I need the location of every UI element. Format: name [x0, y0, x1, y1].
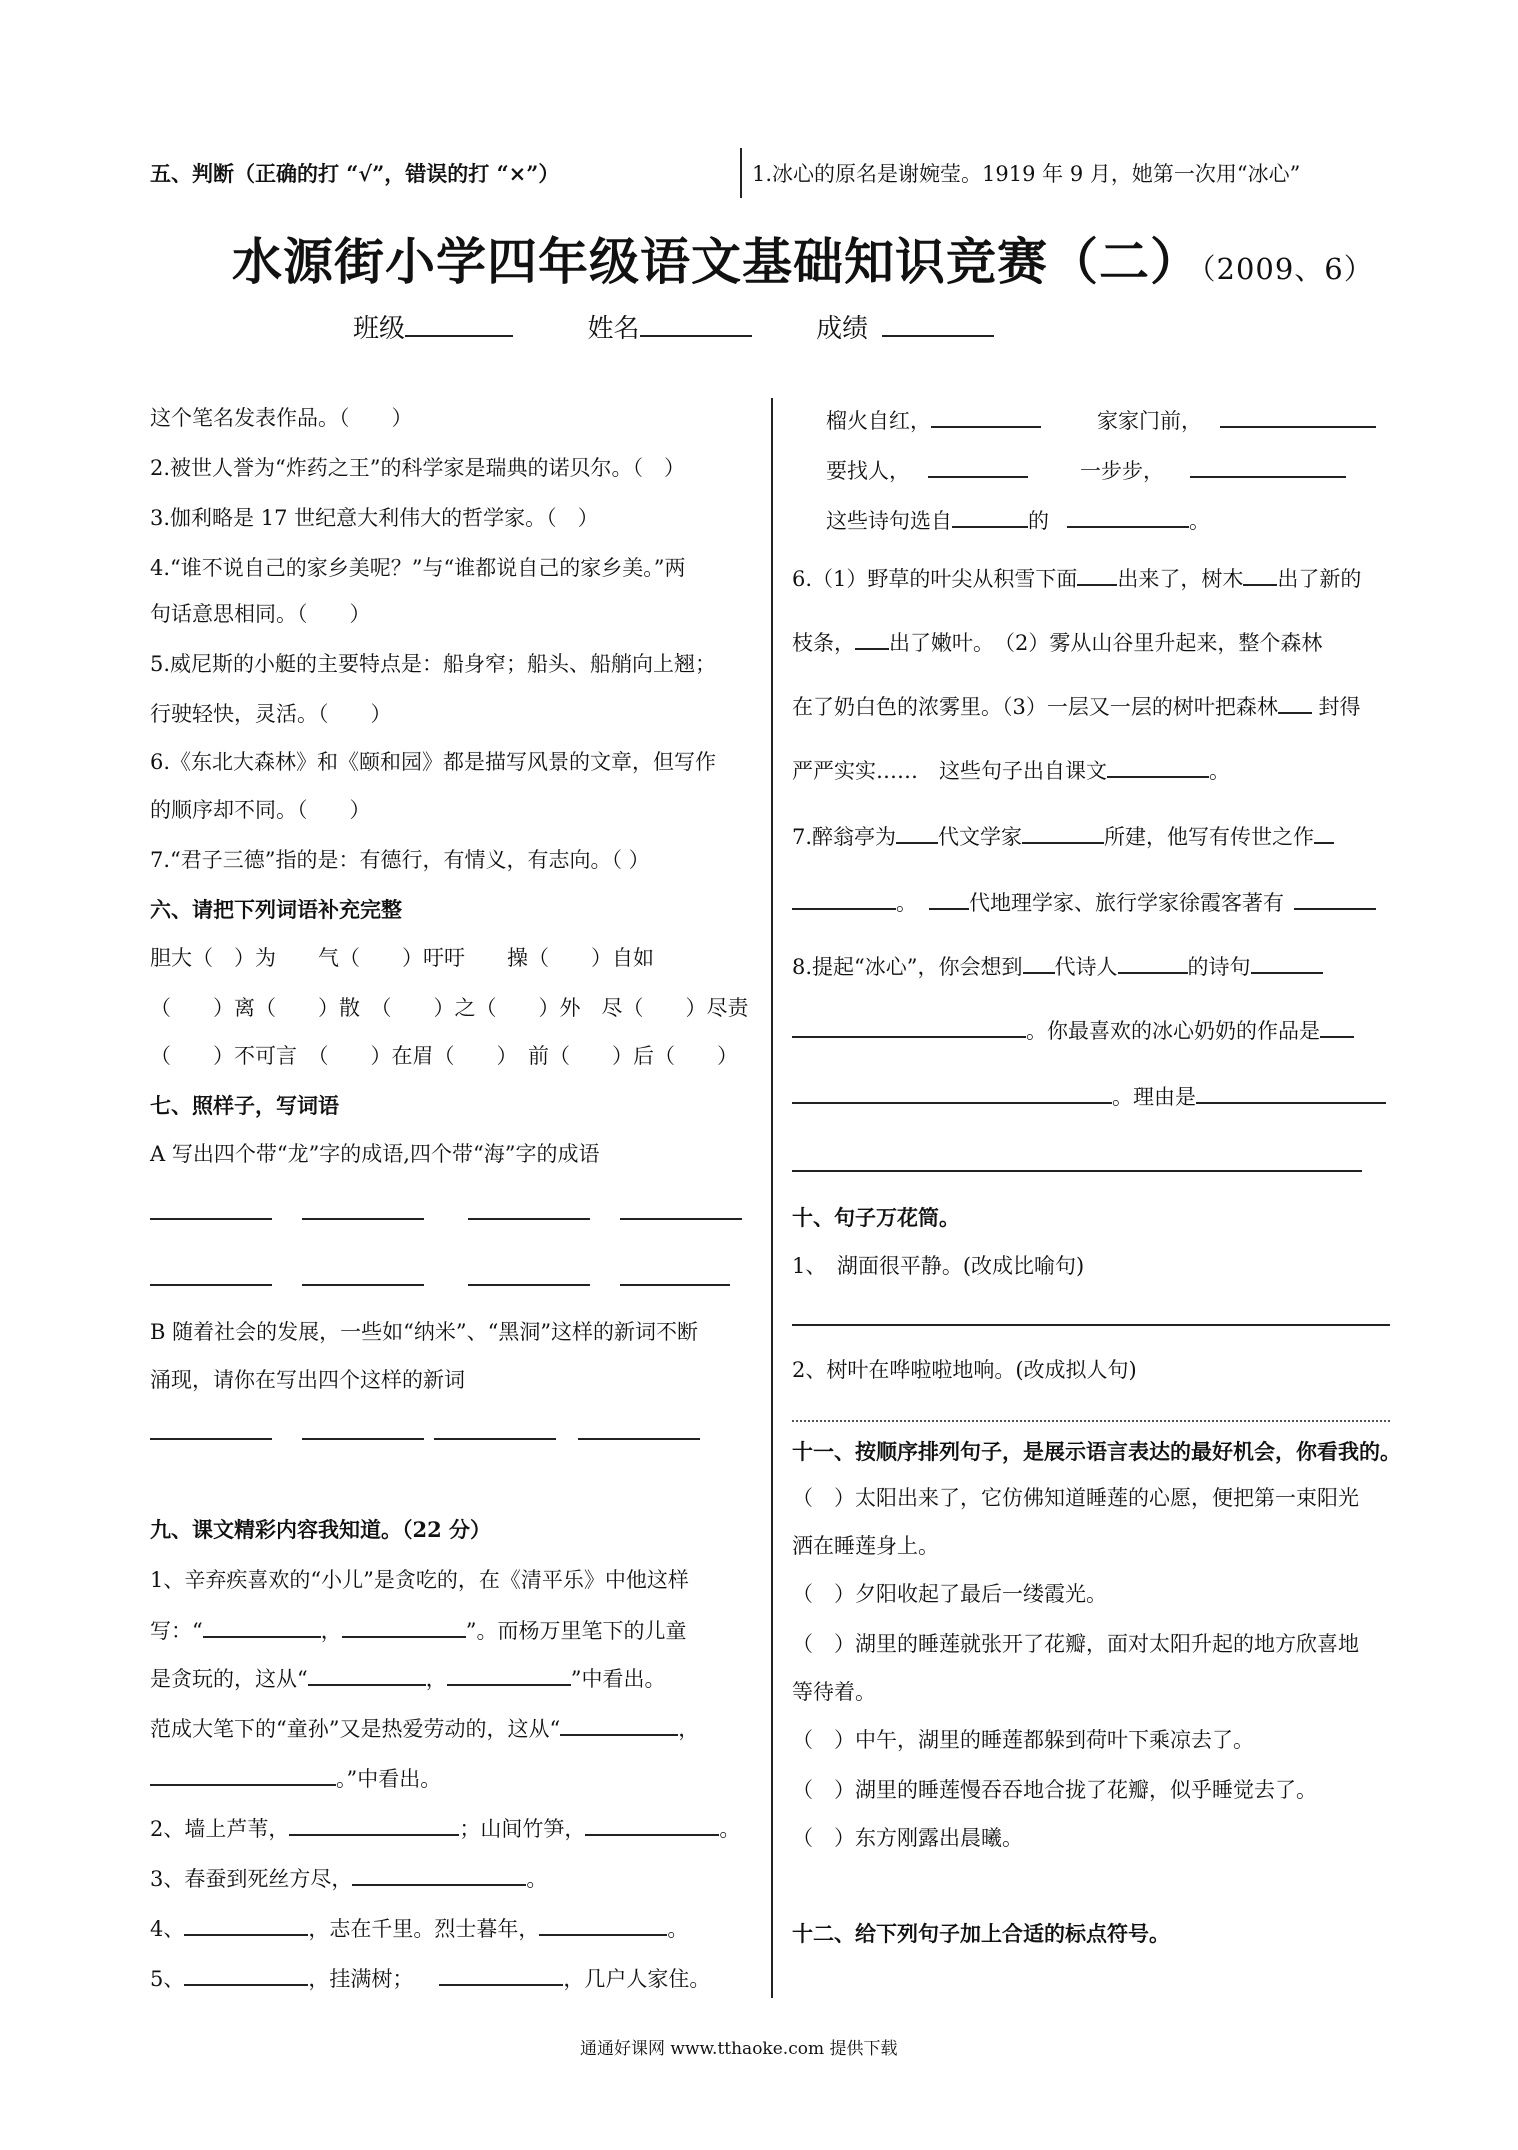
answer-blank[interactable]: [792, 1014, 1026, 1038]
answer-blank[interactable]: [1190, 454, 1346, 478]
answer-line[interactable]: [302, 1284, 424, 1286]
answer-blank[interactable]: [1077, 562, 1117, 586]
text: 出了新的: [1277, 567, 1362, 591]
answer-blank[interactable]: [184, 1912, 308, 1936]
text: 代文学家: [938, 825, 1023, 849]
section-seven-b-cont: 涌现，请你在写出四个这样的新词: [150, 1368, 465, 1392]
answer-line[interactable]: [302, 1218, 424, 1220]
answer-blank[interactable]: [1196, 1080, 1386, 1104]
answer-blank[interactable]: [585, 1812, 719, 1836]
order-item-c-cont: 等待着。: [792, 1680, 876, 1704]
judge-item-4-cont: 句话意思相同。（ ）: [150, 602, 371, 626]
text: ，: [678, 1717, 700, 1741]
nine-item-5: [150, 1962, 710, 1993]
name-label: 姓名: [587, 314, 640, 344]
class-blank[interactable]: [405, 313, 513, 337]
nine-item-4: [150, 1912, 688, 1943]
text: 8.提起“冰心”，你会想到: [792, 955, 1023, 979]
text: 这些诗句选自: [826, 509, 952, 533]
answer-line[interactable]: [302, 1438, 424, 1440]
text: 出来了，树木: [1117, 567, 1244, 591]
text: 出了嫩叶。 （2）雾从山谷里升起来，整个森林: [889, 631, 1323, 655]
title-text: 水源街小学四年级语文基础知识竞赛（二）: [232, 233, 1201, 291]
column-divider-top: [740, 148, 742, 198]
page-title: [232, 222, 1374, 294]
answer-blank[interactable]: [1022, 820, 1104, 844]
footer-credit: 通通好课网 www.tthaoke.com 提供下载: [580, 2039, 898, 2059]
answer-blank[interactable]: [352, 1862, 526, 1886]
ten-item-2: 2、树叶在哗啦啦地响。(改成拟人句): [792, 1358, 1137, 1382]
section-six-title: 六、请把下列词语补充完整: [150, 897, 402, 922]
answer-line[interactable]: [792, 1420, 1390, 1422]
text: 。: [1209, 759, 1230, 783]
section-nine-title: 九、课文精彩内容我知道。（22 分）: [150, 1517, 492, 1542]
text: ”。而杨万里笔下的儿童: [465, 1619, 687, 1643]
idiom-row-3: （ ）不可言 （ ）在眉（ ） 前（ ）后（ ）: [150, 1044, 738, 1068]
q8-line-1: [792, 950, 1323, 981]
text: 5、: [150, 1967, 185, 1991]
order-item-d: （ ）中午，湖里的睡莲都躲到荷叶下乘凉去了。: [792, 1728, 1254, 1752]
order-item-e: （ ）湖里的睡莲慢吞吞地合拢了花瓣，似乎睡觉去了。: [792, 1778, 1317, 1802]
answer-blank[interactable]: [184, 1962, 308, 1986]
nine-item-1-line2: [150, 1614, 687, 1645]
idiom-row-2: （ ）离（ ）散 （ ）之（ ）外 尽（ ）尽责: [150, 996, 749, 1020]
text: 写：“: [150, 1619, 203, 1643]
answer-blank[interactable]: [1278, 690, 1312, 714]
answer-blank[interactable]: [931, 404, 1041, 428]
answer-blank[interactable]: [792, 886, 896, 910]
text: 4、: [150, 1917, 185, 1941]
poem-source: [826, 504, 1210, 535]
answer-line[interactable]: [150, 1284, 272, 1286]
text: 范成大笔下的“童孙”又是热爱劳动的，这从“: [150, 1717, 561, 1741]
answer-blank[interactable]: [1067, 504, 1189, 528]
answer-line[interactable]: [468, 1284, 590, 1286]
answer-line[interactable]: [434, 1438, 556, 1440]
answer-line[interactable]: [150, 1218, 272, 1220]
nine-item-1-line4: [150, 1712, 699, 1743]
answer-line[interactable]: [620, 1218, 742, 1220]
order-item-f: （ ）东方刚露出晨曦。: [792, 1826, 1023, 1850]
text: 。: [526, 1867, 548, 1891]
text: 要找人，: [826, 459, 910, 483]
judge-item-1-cont: 这个笔名发表作品。（ ）: [150, 406, 413, 430]
q6-line-2: [792, 626, 1322, 657]
q6-line-1: [792, 562, 1361, 593]
section-twelve-title: 十二、给下列句子加上合适的标点符号。: [792, 1921, 1170, 1946]
text: ，挂满树；: [308, 1967, 414, 1991]
q6-line-3: [792, 690, 1361, 721]
answer-blank[interactable]: [447, 1662, 571, 1686]
q8-line-3: [792, 1080, 1386, 1111]
idiom-row-1: 胆大（ ）为 气（ ）吁吁 操（ ）自如: [150, 946, 654, 970]
text: ”中看出。: [570, 1667, 666, 1691]
answer-line[interactable]: [578, 1438, 700, 1440]
answer-blank[interactable]: [792, 1080, 1112, 1104]
class-label: 班级: [353, 314, 406, 344]
section-seven-title: 七、照样子，写词语: [150, 1093, 339, 1118]
judge-item-5-cont: 行驶轻快，灵活。（ ）: [150, 702, 392, 726]
answer-blank[interactable]: [560, 1712, 678, 1736]
text: 。: [667, 1917, 689, 1941]
answer-blank[interactable]: [929, 886, 969, 910]
nine-item-1: 1、辛弃疾喜欢的“小儿”是贪吃的，在《清平乐》中他这样: [150, 1568, 689, 1592]
text: 7.醉翁亭为: [792, 825, 897, 849]
text: 。: [896, 891, 917, 915]
text: ，志在千里。烈士暮年，: [308, 1917, 540, 1941]
judge-item-2: 2.被世人誉为“炸药之王”的科学家是瑞典的诺贝尔。（ ）: [150, 456, 686, 480]
ten-item-1: 1、 湖面很平静。(改成比喻句): [792, 1254, 1085, 1278]
text: ，几户人家住。: [563, 1967, 711, 1991]
answer-line[interactable]: [150, 1438, 272, 1440]
text: 的诗句: [1187, 955, 1251, 979]
answer-blank[interactable]: [1294, 886, 1376, 910]
text: ，: [425, 1667, 447, 1691]
poem-line-1: [826, 404, 1376, 435]
order-item-a-cont: 洒在睡莲身上。: [792, 1534, 939, 1558]
q7-line-2: [792, 886, 1376, 917]
judge-item-5: 5.威尼斯的小艇的主要特点是：船身窄；船头、船艄向上翘；: [150, 652, 717, 676]
answer-blank[interactable]: [952, 504, 1028, 528]
judge-item-7: 7.“君子三德”指的是：有德行，有情义，有志向。（ ）: [150, 848, 650, 872]
score-label: 成绩: [816, 314, 869, 344]
answer-blank[interactable]: [539, 1912, 667, 1936]
text: 封得: [1311, 695, 1361, 719]
text: 6.（1）野草的叶尖从积雪下面: [792, 567, 1078, 591]
answer-line[interactable]: [792, 1324, 1390, 1326]
answer-blank[interactable]: [439, 1962, 563, 1986]
score-blank[interactable]: [882, 313, 994, 337]
order-item-a: （ ）太阳出来了，它仿佛知道睡莲的心愿，便把第一束阳光: [792, 1486, 1359, 1510]
answer-line[interactable]: [792, 1170, 1362, 1172]
name-blank[interactable]: [640, 313, 752, 337]
answer-blank[interactable]: [1314, 820, 1334, 844]
answer-blank[interactable]: [855, 626, 889, 650]
answer-blank[interactable]: [1107, 754, 1209, 778]
text: 枝条，: [792, 631, 855, 655]
text: 代诗人: [1054, 955, 1118, 979]
section-seven-a: A 写出四个带“龙”字的成语,四个带“海”字的成语: [150, 1142, 600, 1166]
nine-item-1-line3: [150, 1662, 666, 1693]
q7-line-1: [792, 820, 1334, 851]
judge-item-6-cont: 的顺序却不同。（ ）: [150, 798, 371, 822]
answer-blank[interactable]: [928, 454, 1028, 478]
answer-blank[interactable]: [1251, 950, 1323, 974]
q6-line-4: [792, 754, 1230, 785]
text: 2、墙上芦苇，: [150, 1817, 290, 1841]
order-item-b: （ ）夕阳收起了最后一缕霞光。: [792, 1582, 1107, 1606]
section-eleven-title: 十一、按顺序排列句子，是展示语言表达的最好机会，你看我的。: [792, 1439, 1401, 1464]
text: 所建，他写有传世之作: [1104, 825, 1315, 849]
text: 。: [1189, 509, 1210, 533]
text: 家家门前，: [1097, 409, 1202, 433]
text: 3、春蚕到死丝方尽，: [150, 1867, 353, 1891]
prev-question-one: 1.冰心的原名是谢婉莹。1919 年 9 月，她第一次用“冰心”: [752, 162, 1301, 186]
text: 在了奶白色的浓雾里。（3）一层又一层的树叶把森林: [792, 695, 1278, 719]
order-item-c: （ ）湖里的睡莲就张开了花瓣，面对太阳升起的地方欣喜地: [792, 1632, 1359, 1656]
section-seven-b: B 随着社会的发展，一些如“纳米”、“黑洞”这样的新词不断: [150, 1320, 699, 1344]
text: 一步步，: [1080, 459, 1164, 483]
answer-blank[interactable]: [308, 1662, 426, 1686]
text: 严严实实…… 这些句子出自课文: [792, 759, 1107, 783]
text: 。你最喜欢的冰心奶奶的作品是: [1026, 1019, 1320, 1043]
answer-blank[interactable]: [1118, 950, 1188, 974]
nine-item-1-line5: [150, 1762, 441, 1793]
text: 是贪玩的，这从“: [150, 1667, 308, 1691]
answer-line[interactable]: [620, 1284, 730, 1286]
poem-line-2: [826, 454, 1346, 485]
text: 代地理学家、旅行学家徐霞客著有: [969, 891, 1284, 915]
answer-blank[interactable]: [896, 820, 938, 844]
judge-item-3: 3.伽利略是 17 世纪意大利伟大的哲学家。（ ）: [150, 506, 599, 530]
answer-blank[interactable]: [289, 1812, 459, 1836]
text: ，: [320, 1619, 342, 1643]
judge-item-4: 4.“谁不说自己的家乡美呢？”与“谁都说自己的家乡美。”两: [150, 556, 686, 580]
answer-blank[interactable]: [150, 1762, 336, 1786]
answer-blank[interactable]: [203, 1614, 321, 1638]
answer-blank[interactable]: [1023, 950, 1055, 974]
text: 。”中看出。: [336, 1767, 442, 1791]
column-divider: [771, 398, 773, 1998]
answer-blank[interactable]: [342, 1614, 466, 1638]
judge-item-6: 6.《东北大森林》和《颐和园》都是描写风景的文章，但写作: [150, 750, 717, 774]
section-ten-title: 十、句子万花筒。: [792, 1205, 960, 1230]
text: 。: [719, 1817, 741, 1841]
text: 。理由是: [1112, 1085, 1196, 1109]
nine-item-2: [150, 1812, 740, 1843]
text: ；山间竹笋，: [459, 1817, 586, 1841]
q8-line-2: [792, 1014, 1354, 1045]
answer-line[interactable]: [468, 1218, 590, 1220]
answer-blank[interactable]: [1243, 562, 1277, 586]
nine-item-3: [150, 1862, 547, 1893]
text: 榴火自红，: [826, 409, 931, 433]
text: 的: [1028, 509, 1049, 533]
answer-blank[interactable]: [1320, 1014, 1354, 1038]
title-date: （2009、6）: [1201, 252, 1374, 286]
student-info: [353, 308, 994, 345]
prev-section-five: 五、判断（正确的打 “√”，错误的打 “×”）: [150, 161, 560, 186]
answer-blank[interactable]: [1220, 404, 1376, 428]
